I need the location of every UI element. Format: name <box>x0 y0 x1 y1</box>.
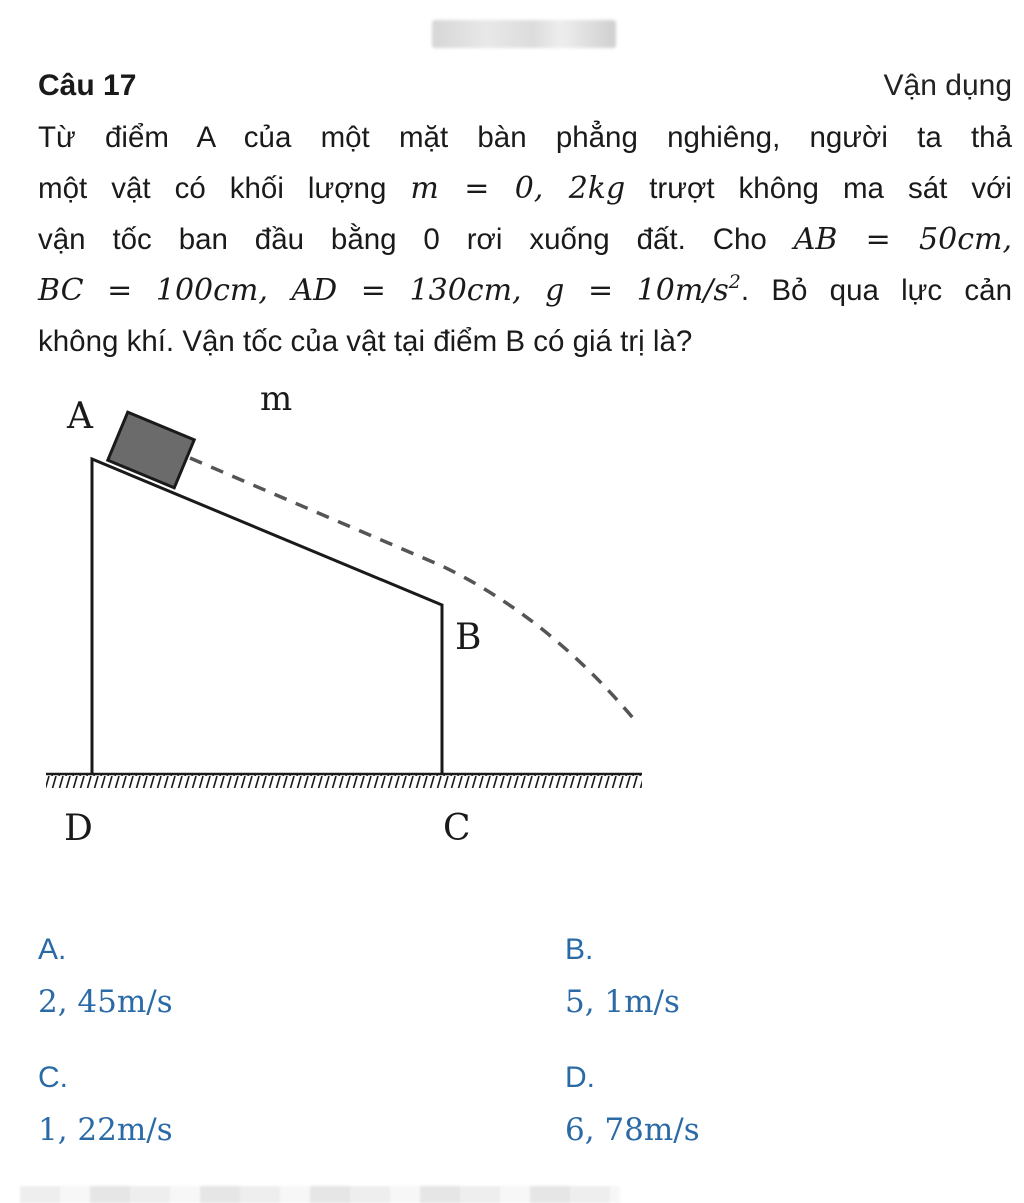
difficulty-level: Vận dụng <box>883 69 1012 102</box>
answer-value-b: 5, 1m/s <box>565 984 680 1020</box>
answer-value-d: 6, 78m/s <box>565 1112 700 1148</box>
label-c: C <box>443 808 471 849</box>
answer-option-a[interactable] <box>38 930 173 1034</box>
trajectory-dashed <box>190 458 638 724</box>
answer-option-c[interactable] <box>38 1058 173 1162</box>
mass-expression: m = 0, 2kg <box>410 171 626 206</box>
question-line-4 <box>38 265 1012 316</box>
incline-diagram <box>30 370 670 860</box>
question-header <box>38 66 1012 106</box>
question-line-5: không khí. Vận tốc của vật tại điểm B có giá trị là? <box>38 325 693 358</box>
label-d: D <box>64 808 93 849</box>
answer-option-b[interactable] <box>565 930 680 1034</box>
ground-hatch <box>46 774 642 788</box>
question-text-fragment: vận tốc ban đầu bằng 0 rơi xuống đất. Cho <box>38 223 794 256</box>
answer-letter-a: A. <box>38 933 67 966</box>
label-a: A <box>67 396 93 437</box>
question-line-2 <box>38 163 1012 214</box>
mass-block <box>108 412 194 488</box>
blurred-watermark-top <box>432 20 616 48</box>
answer-letter-d: D. <box>565 1061 595 1094</box>
exponent: 2 <box>728 271 741 293</box>
question-number: Câu 17 <box>38 69 137 102</box>
answer-letter-c: C. <box>38 1061 68 1094</box>
answer-letter-b: B. <box>565 933 594 966</box>
question-text <box>38 112 1012 367</box>
label-b: B <box>455 617 482 658</box>
question-text-fragment: một vật có khối lượng <box>38 172 411 205</box>
question-text-fragment: . Bỏ qua lực cản <box>740 274 1012 307</box>
answer-value-c: 1, 22m/s <box>38 1112 173 1148</box>
ab-expression: AB = 50cm, <box>793 222 1012 257</box>
answer-value-a: 2, 45m/s <box>38 984 173 1020</box>
answer-option-d[interactable] <box>565 1058 700 1162</box>
given-values-expression <box>38 273 741 308</box>
blurred-watermark-bottom <box>20 1186 620 1203</box>
question-text-fragment: trượt không ma sát với <box>625 172 1012 205</box>
question-line-1: Từ điểm A của một mặt bàn phẳng nghiêng, người ta thả <box>38 121 1012 154</box>
given-values-text: BC = 100cm, AD = 130cm, g = 10m/s <box>38 273 729 308</box>
question-line-3 <box>38 214 1012 265</box>
label-m: m <box>260 379 293 419</box>
table-outline <box>92 459 442 774</box>
